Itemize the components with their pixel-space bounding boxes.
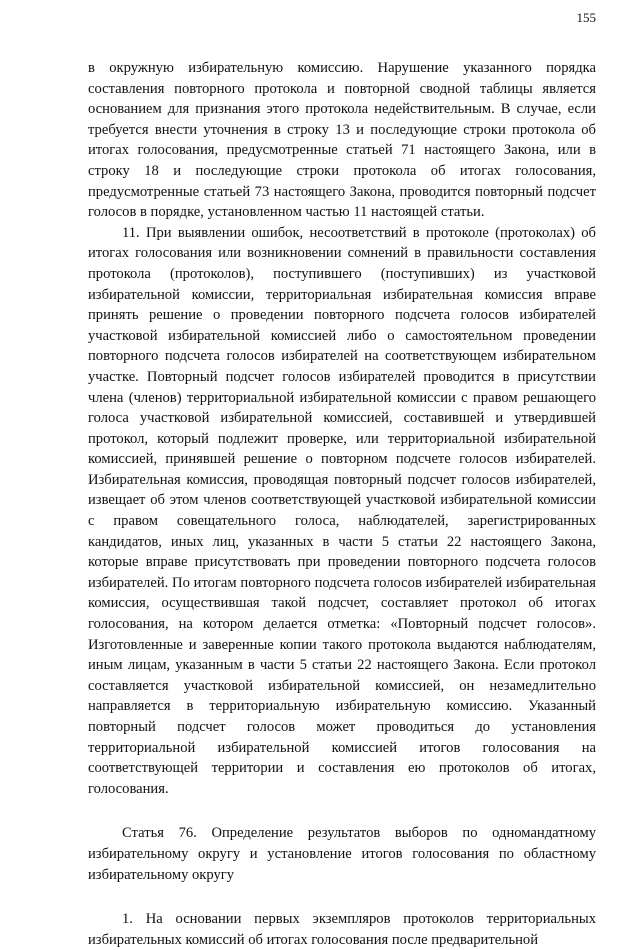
document-body [88,58,596,950]
article-heading: Статья 76. Определение результатов выборов по одномандатному избирательному округу и установление итогов голосования по областному избирательному округу [88,825,596,883]
paragraph-part-1: 1. На основании первых экземпляров протоколов территориальных избирательных комиссий об итогах голосования после предварительной [88,911,596,948]
paragraph-continuation: в окружную избирательную комиссию. Нарушение указанного порядка составления повторного протокола и повторной сводной таблицы является основанием для признания этого протокола недействительным. В случае, если требуется внести уточнения в строку 13 и последующие строки протокола об итогах голосования, предусмотренные статьей 71 настоящего Закона, или в строку 18 и последующие строки протокола об итогах голосования, предусмотренные статьей 73 настоящего Закона, проводится повторный подсчет голосов в порядке, установленном частью 11 настоящей статьи. [88,60,596,221]
page-number: 155 [576,10,596,25]
paragraph-part-11: 11. При выявлении ошибок, несоответствий в протоколе (протоколах) об итогах голосования или возникновении сомнений в правильности составления протокола (протоколов), поступившего (поступивших) из участковой избирательной комиссии, территориальная избирательная комиссия вправе принять решение о проведении повторного подсчета голосов избирателей участковой избирательной комиссией либо о самостоятельном проведении повторного подсчета голосов избирателей на соответствующем избирательном участке. Повторный подсчет голосов избирателей проводится в присутствии члена (членов) территориальной избирательной комиссии с правом решающего голоса участковой избирательной комиссией, составившей и утвердившей протокол, который подлежит проверке, или территориальной избирательной комиссией, принявшей решение о повторном подсчете голосов избирателей. Избирательная комиссия, проводящая повторный подсчет голосов избирателей, извещает об этом членов соответствующей участковой избирательной комиссии с правом совещательного голоса, наблюдателей, зарегистрированных кандидатов, иных лиц, указанных в части 5 статьи 22 настоящего Закона, которые вправе присутствовать при проведении повторного подсчета голосов избирателей. По итогам повторного подсчета голосов избирателей избирательная комиссия, осуществившая такой подсчет, составляет протокол об итогах голосования, на котором делается отметка: «Повторный подсчет голосов». Изготовленные и заверенные копии такого протокола выдаются наблюдателям, иным лицам, указанным в части 5 статьи 22 настоящего Закона. Если протокол составляется участковой избирательной комиссией, он незамедлительно направляется в территориальную избирательную комиссию. Указанный повторный подсчет голосов может проводиться до установления территориальной избирательной комиссией итогов голосования на соответствующей территории и составления ею протоколов об итогах, голосования. [88,224,596,797]
